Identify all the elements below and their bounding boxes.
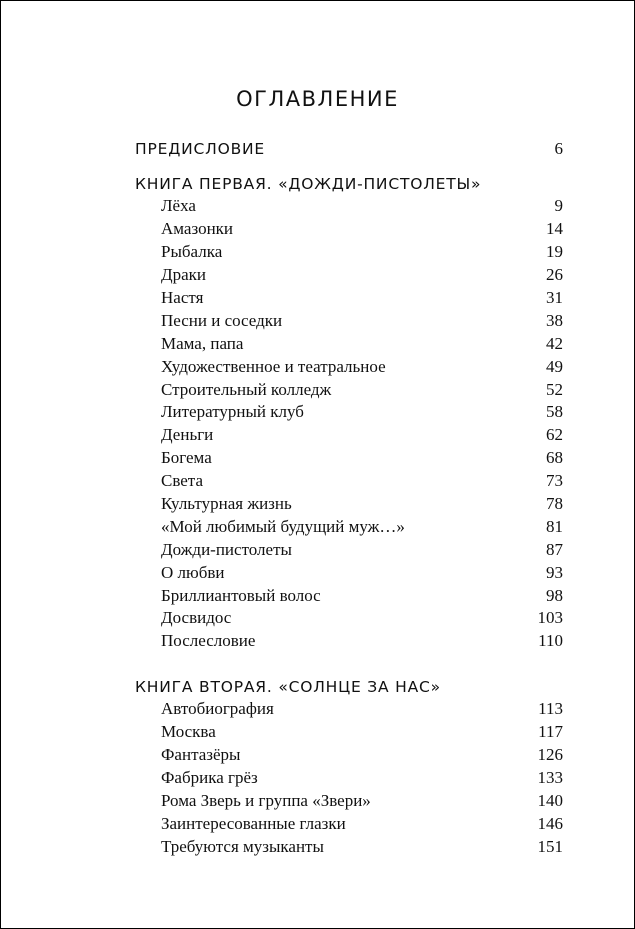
toc-page-number: 87 xyxy=(546,539,563,559)
toc-entry-preface xyxy=(135,137,563,161)
section-heading-label: КНИГА ВТОРАЯ. «СОЛНЦЕ ЗА НАС» xyxy=(135,678,441,696)
toc-page-number: 103 xyxy=(537,608,563,628)
toc-page-number: 78 xyxy=(546,494,563,514)
toc-page-number: 98 xyxy=(546,585,563,605)
toc-entry xyxy=(161,630,563,653)
toc-entry xyxy=(161,744,563,767)
toc-entry-label: Деньги xyxy=(161,425,214,445)
toc-entry-label: Заинтересованные глазки xyxy=(161,813,346,833)
toc-entry-label: Песни и соседки xyxy=(161,310,283,330)
book-two-chapter-list xyxy=(161,698,563,858)
toc-entry xyxy=(161,447,563,470)
toc-entry-label: «Мой любимый будущий муж…» xyxy=(161,516,405,536)
toc-entry-label: Бриллиантовый волос xyxy=(161,585,321,605)
toc-entry-label: Рома Зверь и группа «Звери» xyxy=(161,791,371,810)
toc-entry xyxy=(161,515,563,538)
toc-entry xyxy=(161,378,563,401)
toc-heading-label: ПРЕДИСЛОВИЕ xyxy=(135,140,265,158)
toc-entry-label: Литературный клуб xyxy=(161,402,304,422)
toc-entry xyxy=(161,584,563,607)
toc-page-number: 62 xyxy=(546,425,563,445)
toc-entry xyxy=(161,493,563,516)
toc-entry-label: Строительный колледж xyxy=(161,379,332,399)
toc-page-number: 81 xyxy=(546,516,563,536)
toc-entry xyxy=(161,767,563,790)
book-two-heading xyxy=(135,675,563,699)
toc-page-number: 110 xyxy=(538,631,563,651)
toc-entry xyxy=(161,218,563,241)
book-one-heading xyxy=(135,172,563,196)
toc-entry xyxy=(161,424,563,447)
toc-entry-label: Света xyxy=(161,471,203,491)
toc-page-number: 73 xyxy=(546,471,563,491)
toc-entry-label: Культурная жизнь xyxy=(161,494,292,514)
toc-page-number: 14 xyxy=(546,219,563,239)
toc-entry-label: Требуются музыканты xyxy=(161,836,324,856)
toc-entry xyxy=(161,355,563,378)
toc-page-number: 117 xyxy=(538,722,563,742)
toc-entry-label: Мама, папа xyxy=(161,333,244,353)
section-heading-label: КНИГА ПЕРВАЯ. «ДОЖДИ-ПИСТОЛЕТЫ» xyxy=(135,175,482,193)
toc-entry xyxy=(161,790,563,813)
toc-entry-label: Фабрика грёз xyxy=(161,768,258,788)
toc-page-number: 31 xyxy=(546,288,563,307)
toc-page-number: 68 xyxy=(546,448,563,468)
toc-entry-label: Богема xyxy=(161,448,212,468)
toc-entry xyxy=(161,332,563,355)
toc-entry-label: Амазонки xyxy=(161,219,234,239)
toc-entry-label: Москва xyxy=(161,722,216,742)
toc-entry-label: Рыбалка xyxy=(161,242,223,262)
toc-page-number: 133 xyxy=(537,768,563,788)
toc-entry-label: Лёха xyxy=(161,196,196,216)
toc-entry xyxy=(161,538,563,561)
toc-page-number: 113 xyxy=(538,699,563,719)
toc-page-number: 146 xyxy=(537,813,563,833)
toc-entry xyxy=(161,470,563,493)
toc-page-number: 49 xyxy=(546,356,563,376)
toc-entry xyxy=(161,309,563,332)
toc-entry-label: Досвидос xyxy=(161,608,232,628)
toc-entry xyxy=(161,264,563,287)
toc-entry xyxy=(161,561,563,584)
toc-entry xyxy=(161,195,563,218)
book-one-chapter-list xyxy=(161,195,563,653)
toc-page-number: 140 xyxy=(537,791,563,810)
toc-page-number: 93 xyxy=(546,562,563,582)
toc-page-number: 42 xyxy=(546,333,563,353)
toc-entry-label: Послесловие xyxy=(161,631,256,651)
toc-entry xyxy=(161,812,563,835)
toc-page-number: 58 xyxy=(546,402,563,422)
toc-page-number: 26 xyxy=(546,265,563,285)
toc-entry xyxy=(161,698,563,721)
toc-entry-label: Настя xyxy=(161,288,204,307)
toc-page-number: 19 xyxy=(546,242,563,262)
toc-entry-label: Фантазёры xyxy=(161,745,241,765)
toc-entry-label: Дожди-пистолеты xyxy=(161,539,292,559)
toc-page-number: 6 xyxy=(554,139,563,158)
toc-entry xyxy=(161,401,563,424)
toc-entry-label: Художественное и театральное xyxy=(161,356,386,376)
toc-page-number: 52 xyxy=(546,379,563,399)
toc-page-number: 38 xyxy=(546,310,563,330)
toc-entry xyxy=(161,835,563,858)
toc-page-number: 9 xyxy=(554,196,563,216)
toc-entry-label: Драки xyxy=(161,265,206,285)
page-title: ОГЛАВЛЕНИЕ xyxy=(236,87,399,111)
toc-entry xyxy=(161,241,563,264)
toc-page-number: 126 xyxy=(537,745,563,765)
toc-entry xyxy=(161,287,563,310)
toc-entry-label: О любви xyxy=(161,562,225,582)
toc-page-number: 151 xyxy=(537,836,563,856)
toc-entry-label: Автобиография xyxy=(161,699,274,719)
toc-entry xyxy=(161,607,563,630)
toc-entry xyxy=(161,721,563,744)
